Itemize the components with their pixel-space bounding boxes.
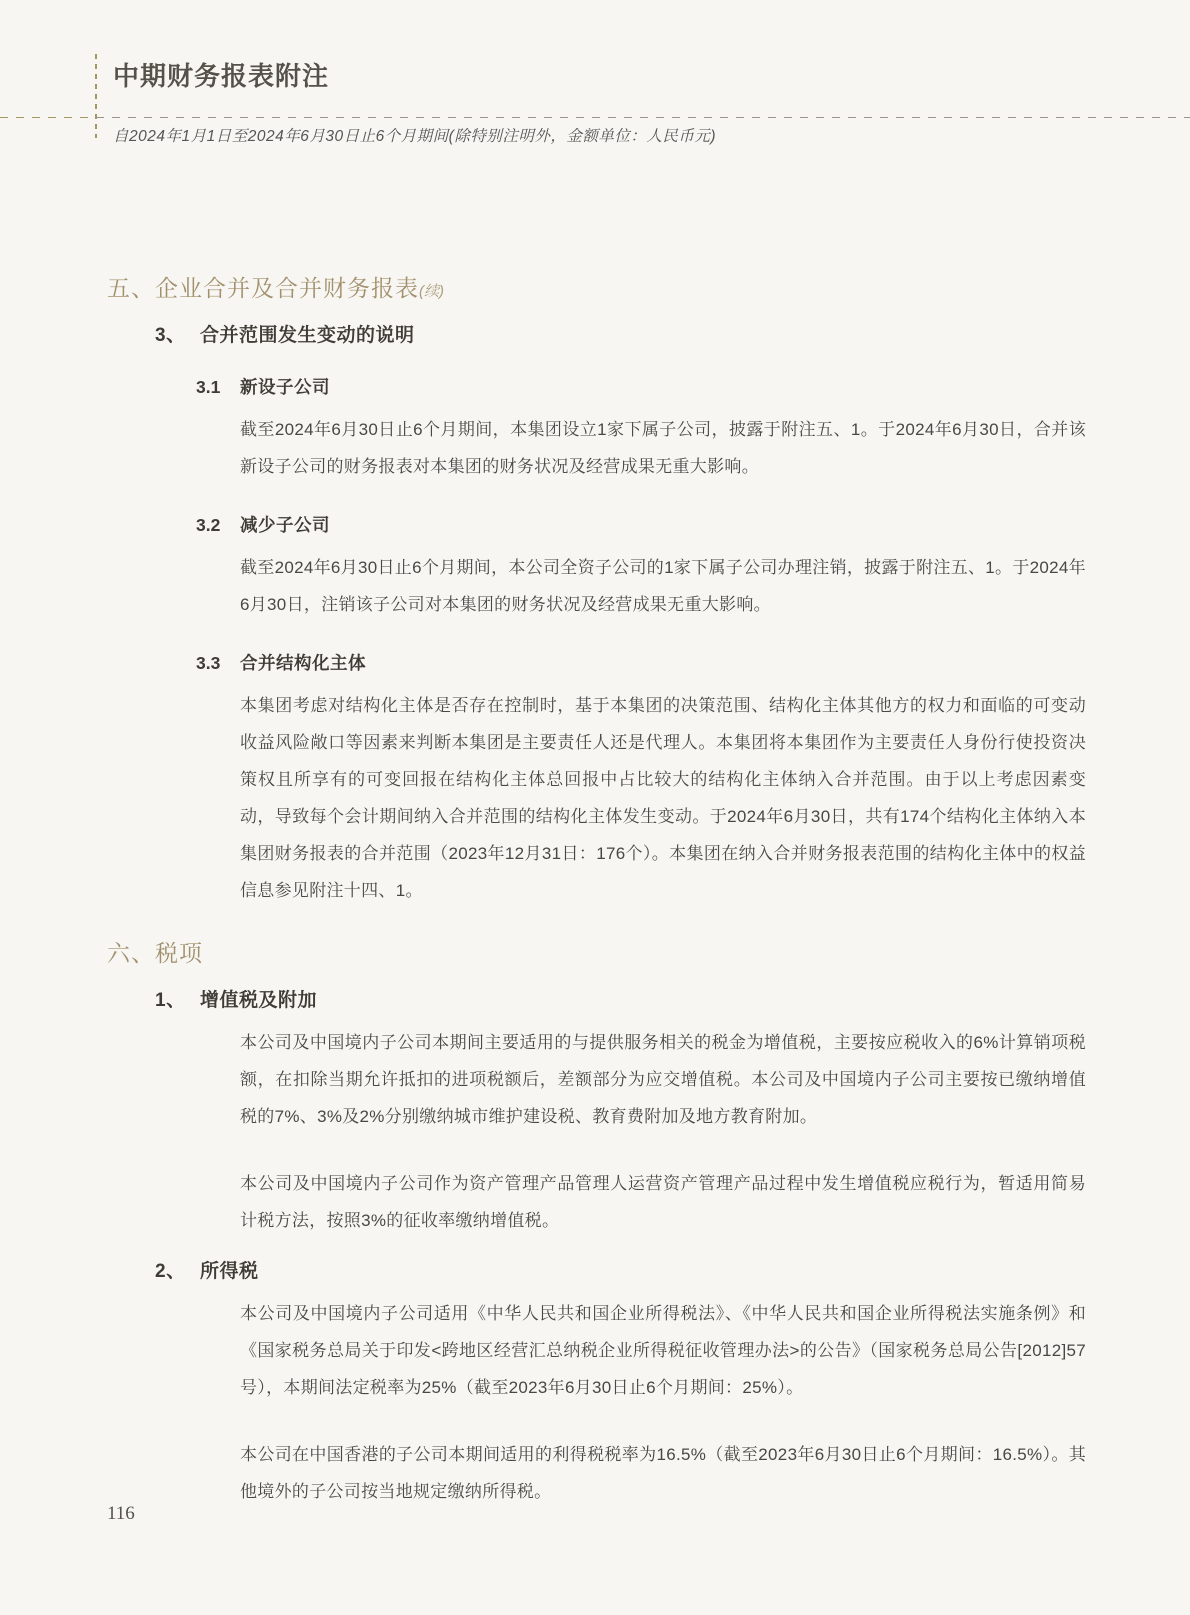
- subsection-title: 合并范围发生变动的说明: [200, 325, 415, 346]
- item-heading-reduced-subsidiary: [196, 512, 1190, 537]
- page-title: 中期财务报表附注: [113, 62, 330, 91]
- paragraph-reduced-subsidiary: 截至2024年6月30日止6个月期间，本公司全资子公司的1家下属子公司办理注销，披露于附注五、1。于2024年6月30日，注销该子公司对本集团的财务状况及经营成果无重大影响。: [240, 558, 1086, 614]
- paragraph-new-subsidiary: 截至2024年6月30日止6个月期间，本集团设立1家下属子公司，披露于附注五、1。于2024年6月30日，合并该新设子公司的财务报表对本集团的财务状况及经营成果无重大影响。: [240, 420, 1086, 476]
- subsection-title: 所得税: [200, 1261, 259, 1282]
- section-heading-continued-suffix: (续): [419, 283, 444, 300]
- page-number: 116: [107, 1503, 135, 1524]
- paragraph-structured-entities: 本集团考虑对结构化主体是否存在控制时，基于本集团的决策范围、结构化主体其他方的权力和面临的可变动收益风险敞口等因素来判断本集团是主要责任人还是代理人。本集团将本集团作为主要责任人身份行使投资决策权且所享有的可变回报在结构化主体总回报中占比较大的结构化主体纳入合并范围。由于以上考虑因素变动，导致每个会计期间纳入合并范围的结构化主体发生变动。于2024年6月30日，共有174个结构化主体纳入本集团财务报表的合并范围（2023年12月31日：176个）。本集团在纳入合并财务报表范围的结构化主体中的权益信息参见附注十四、1。: [240, 696, 1086, 900]
- section-heading-text: 五、企业合并及合并财务报表: [107, 275, 419, 301]
- subsection-number: 1、: [155, 990, 186, 1011]
- item-title: 新设子公司: [240, 377, 330, 397]
- item-heading-structured-entities: [196, 650, 1190, 675]
- report-period-subtitle: 自2024年1月1日至2024年6月30日止6个月期间(除特别注明外，金额单位：人民币元): [113, 128, 717, 145]
- item-number: 3.1: [196, 377, 221, 397]
- item-new-subsidiary: [0, 374, 1190, 485]
- subsection-title: 增值税及附加: [200, 990, 318, 1011]
- subsection-vat: [0, 985, 1190, 1239]
- subsection-number: 2、: [155, 1261, 186, 1282]
- item-structured-entities: [0, 650, 1190, 909]
- item-reduced-subsidiary: [0, 512, 1190, 623]
- subsection-heading-vat: [155, 985, 1190, 1012]
- subsection-heading-income-tax: [155, 1256, 1190, 1283]
- section-heading-business-combination: [107, 0, 1190, 303]
- paragraph-income-tax-1: 本公司及中国境内子公司适用《中华人民共和国企业所得税法》、《中华人民共和国企业所得税法实施条例》和《国家税务总局关于印发<跨地区经营汇总纳税企业所得税征收管理办法>的公告》（国家税务总局公告[2012]57号），本期间法定税率为25%（截至2023年6月30日止6个月期间：25%）。: [240, 1304, 1086, 1397]
- subsection-heading-scope-change: [155, 320, 1190, 347]
- paragraph-vat-2: 本公司及中国境内子公司作为资产管理产品管理人运营资产管理产品过程中发生增值税应税行为，暂适用简易计税方法，按照3%的征收率缴纳增值税。: [240, 1174, 1086, 1230]
- item-number: 3.3: [196, 653, 221, 673]
- subsection-scope-change: [0, 320, 1190, 909]
- item-title: 合并结构化主体: [240, 653, 366, 673]
- subsection-income-tax: [0, 1256, 1190, 1510]
- item-heading-new-subsidiary: [196, 374, 1190, 399]
- paragraph-vat-1: 本公司及中国境内子公司本期间主要适用的与提供服务相关的税金为增值税，主要按应税收入的6%计算销项税额，在扣除当期允许抵扣的进项税额后，差额部分为应交增值税。本公司及中国境内子公司主要按已缴纳增值税的7%、3%及2%分别缴纳城市维护建设税、教育费附加及地方教育附加。: [240, 1033, 1086, 1126]
- paragraph-income-tax-2: 本公司在中国香港的子公司本期间适用的利得税税率为16.5%（截至2023年6月30日止6个月期间：16.5%）。其他境外的子公司按当地规定缴纳所得税。: [240, 1445, 1086, 1501]
- subsection-number: 3、: [155, 325, 186, 346]
- item-title: 减少子公司: [240, 515, 330, 535]
- section-heading-taxation: 六、税项: [107, 940, 203, 966]
- item-number: 3.2: [196, 515, 221, 535]
